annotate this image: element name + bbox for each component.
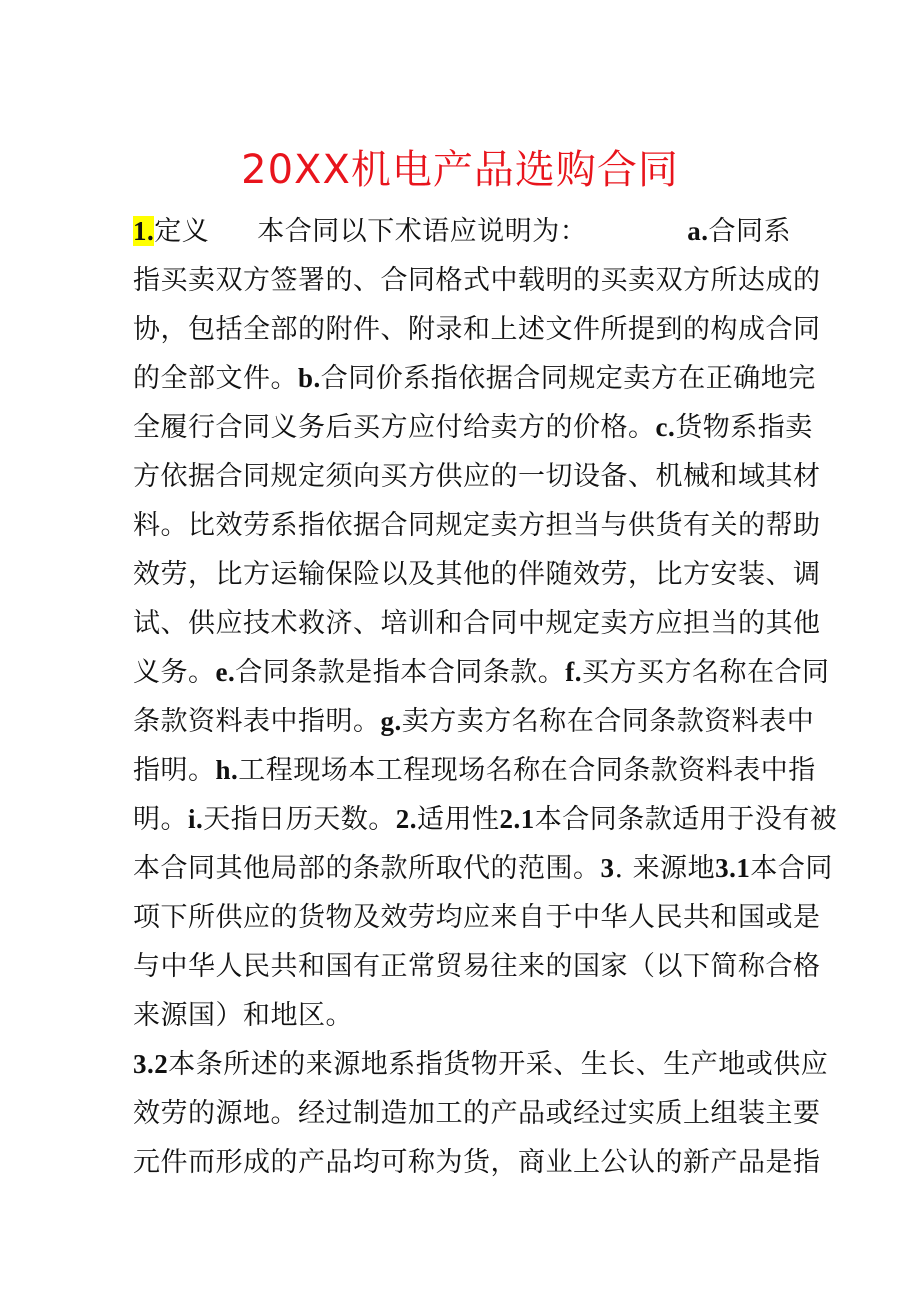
section-number: 1.	[133, 216, 155, 246]
text-segment: 义务。	[133, 657, 216, 688]
text-segment: 货物系指卖	[675, 412, 813, 443]
item-label-i: i.	[188, 804, 204, 834]
text-segment: 全履行合同义务后买方应付给卖方的价格。	[133, 412, 656, 443]
text-segment: 工程现场本工程现场名称在合同条款资料表中指	[238, 755, 816, 786]
text-line-19: 效劳的源地。经过制造加工的产品或经过实质上组装主要	[133, 1098, 821, 1129]
text-line-5	[133, 403, 813, 452]
item-label-a: a.	[687, 216, 709, 246]
section-number-3-2: 3.2	[133, 1049, 169, 1079]
text-line-12	[133, 746, 816, 795]
text-segment: 本合同	[750, 853, 833, 884]
text-line-18	[133, 1040, 829, 1089]
text-segment: 本合同其他局部的条款所取代的范围。	[133, 853, 601, 884]
text-line-20: 元件而形成的产品均可称为货，商业上公认的新产品是指	[133, 1147, 821, 1178]
text-segment: 明。	[133, 804, 188, 835]
text-line-15: 项下所供应的货物及效劳均应来自于中华人民共和国或是	[133, 902, 821, 933]
item-label-g: g.	[380, 706, 402, 736]
section-heading: 定义	[154, 216, 210, 247]
section-intro: 本合同以下术语应说明为：	[257, 216, 588, 247]
text-line-6: 方依据合同规定须向买方供应的一切设备、机械和域其材	[133, 461, 821, 492]
text-line-13	[133, 795, 838, 844]
text-segment: 本合同条款适用于没有被	[534, 804, 838, 835]
text-line-8: 效劳，比方运输保险以及其他的伴随效劳，比方安装、调	[133, 559, 821, 590]
item-label-f: f.	[565, 657, 582, 687]
text-line-17: 来源国）和地区。	[133, 1000, 353, 1031]
text-segment: . 来源地	[614, 853, 716, 884]
text-line-1	[133, 207, 793, 256]
text-line-16: 与中华人民共和国有正常贸易往来的国家（以下简称合格	[133, 951, 821, 982]
text-line-7: 料。比效劳系指依据合同规定卖方担当与供货有关的帮助	[133, 510, 821, 541]
text-segment: 适用性	[417, 804, 500, 835]
item-label-c: c.	[655, 412, 676, 442]
text-line-3: 协，包括全部的附件、附录和上述文件所提到的构成合同	[133, 314, 821, 345]
text-segment: 指明。	[133, 755, 216, 786]
text-segment: 合同条款是指本合同条款。	[235, 657, 566, 688]
text-segment: 本条所述的来源地系指货物开采、生长、生产地或供应	[168, 1049, 829, 1080]
section-number-2-1: 2.1	[499, 804, 535, 834]
item-label-e: e.	[215, 657, 236, 687]
section-number-2: 2.	[395, 804, 418, 834]
section-number-3-1: 3.1	[715, 853, 751, 883]
item-label-b: b.	[298, 363, 321, 393]
item-text-a: 合同系	[708, 216, 791, 247]
document-title: 20XX机电产品选购合同	[241, 147, 679, 193]
text-segment: 天指日历天数。	[203, 804, 396, 835]
text-segment: 的全部文件。	[133, 363, 298, 394]
text-line-2: 指买卖双方签署的、合同格式中载明的买卖双方所达成的	[133, 265, 821, 296]
text-segment: 卖方卖方名称在合同条款资料表中	[401, 706, 815, 737]
text-line-11	[133, 697, 815, 746]
text-segment: 合同价系指依据合同规定卖方在正确地完	[320, 363, 816, 394]
text-segment: 买方买方名称在合同	[581, 657, 830, 688]
text-segment: 条款资料表中指明。	[133, 706, 381, 737]
item-label-h: h.	[215, 755, 239, 785]
text-line-4	[133, 354, 816, 403]
text-line-10	[133, 648, 830, 697]
text-line-14	[133, 844, 833, 893]
text-line-9: 试、供应技术救济、培训和合同中规定卖方应担当的其他	[133, 608, 821, 639]
section-number-3: 3	[600, 853, 615, 883]
